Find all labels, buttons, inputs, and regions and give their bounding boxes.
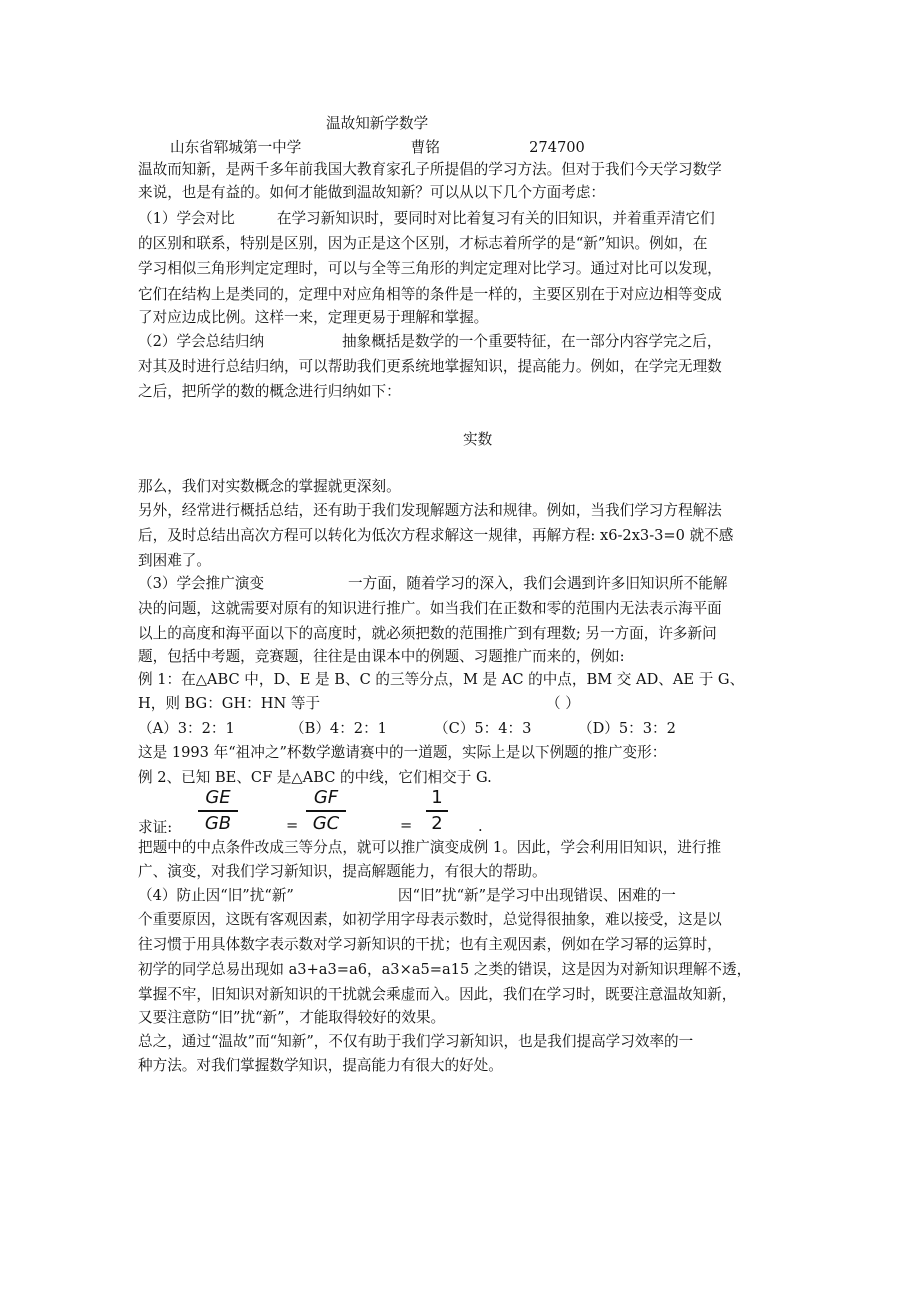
equals-sign: = [286, 817, 299, 834]
section-4-line: 初学的同学总易出现如 a3+a3=a6，a3×a5=a15 之类的错误，这是因为对新知识理解不透， [138, 961, 752, 978]
section-1-line: 了对应边成比例。这样一来，定理更易于理解和掌握。 [138, 309, 489, 326]
section-1-line: 它们在结构上是类同的，定理中对应角相等的条件是一样的，主要区别在于对应边相等变成 [138, 286, 722, 303]
intro-line: 温故而知新，是两千多年前我国大教育家孔子所提倡的学习方法。但对于我们今天学习数学 [138, 161, 722, 178]
option-a: （A）3：2：1 [138, 720, 235, 737]
conclusion-line: 种方法。对我们掌握数学知识，提高能力有很大的好处。 [138, 1057, 503, 1074]
period: . [478, 818, 483, 835]
byline-school: 山东省郓城第一中学 [170, 139, 302, 156]
section-2-heading: （2）学会总结归纳 [138, 333, 265, 350]
equals-sign: = [400, 817, 413, 834]
section-2-line: 对其及时进行总结归纳，可以帮助我们更系统地掌握知识，提高能力。例如，在学完无理数 [138, 358, 722, 375]
section-3-heading: （3）学会推广演变 [138, 575, 265, 592]
section-4-line: 又要注意防“旧”扰“新”，才能取得较好的效果。 [138, 1009, 446, 1026]
section-4-line: 个重要原因，这既有客观因素，如初学用字母表示数时，总觉得很抽象，难以接受，这是以 [138, 911, 722, 928]
answer-paren: （ ） [546, 695, 580, 712]
body-line: 另外，经常进行概括总结，还有助于我们发现解题方法和规律。例如，当我们学习方程解法 [138, 502, 722, 519]
fraction-bar [198, 810, 238, 812]
fraction-ge-gb: GE GB [198, 787, 238, 835]
conclusion-line: 总之，通过“温故”而“知新”，不仅有助于我们学习新知识，也是我们提高学习效率的一 [138, 1033, 694, 1050]
section-1-line: 的区别和联系，特别是区别，因为正是这个区别，才标志着所学的是“新”知识。例如，在 [138, 235, 708, 252]
page-title: 温故知新学数学 [326, 115, 429, 132]
body-line: 把题中的中点条件改成三等分点，就可以推广演变成例 1。因此，学会利用旧知识，进行推 [138, 839, 722, 856]
section-2-line: （2）学会总结归纳 抽象概括是数学的一个重要特征，在一部分内容学完之后， [138, 333, 722, 350]
body-line: 那么，我们对实数概念的掌握就更深刻。 [138, 478, 401, 495]
option-d: （D）5：3：2 [578, 720, 676, 737]
fraction-bar [426, 810, 448, 812]
example-2-line: 例 2、已知 BE、CF 是△ABC 的中线，它们相交于 G. [138, 769, 492, 786]
center-label: 实数 [463, 431, 493, 448]
section-3-line: 以上的高度和海平面以下的高度时，就必须把数的范围推广到有理数; 另一方面，许多新问 [138, 625, 717, 642]
body-line: 到困难了。 [138, 552, 211, 569]
byline-author: 曹铭 [410, 139, 440, 156]
example-1-line: 例 1：在△ABC 中，D、E 是 B、C 的三等分点，M 是 AC 的中点，BM 交 AD、AE 于 G、 [138, 671, 745, 688]
byline-zip: 274700 [529, 139, 585, 156]
section-4-heading: （4）防止因“旧”扰“新” [138, 887, 294, 904]
section-1-heading: （1）学会对比 [138, 210, 235, 227]
fraction-bar [306, 810, 346, 812]
section-3-line: （3）学会推广演变 一方面，随着学习的深入，我们会遇到许多旧知识所不能解 [138, 575, 728, 592]
section-3-line: 题，包括中考题，竞赛题，往往是由课本中的例题、习题推广而来的，例如: [138, 648, 625, 665]
fraction-gf-gc: GF GC [306, 787, 346, 835]
example-1-line: H，则 BG：GH：HN 等于 [138, 695, 321, 712]
fraction-one-half: 1 2 [426, 787, 448, 835]
option-c: （C）5：4：3 [434, 720, 532, 737]
section-2-line: 之后，把所学的数的概念进行归纳如下： [138, 383, 401, 400]
option-b: （B）4：2：1 [290, 720, 387, 737]
section-4-line: （4）防止因“旧”扰“新” 因“旧”扰“新”是学习中出现错误、困难的一 [138, 887, 676, 904]
body-line: 广、演变，对我们学习新知识，提高解题能力，有很大的帮助。 [138, 863, 547, 880]
prove-label: 求证: [138, 819, 173, 836]
body-line: 后，及时总结出高次方程可以转化为低次方程求解这一规律，再解方程: x6-2x3-3=0 就不感 [138, 527, 734, 544]
section-1-line: 学习相似三角形判定定理时，可以与全等三角形的判定定理对比学习。通过对比可以发现， [138, 260, 722, 277]
section-4-line: 掌握不牢，旧知识对新知识的干扰就会乘虚而入。因此，我们在学习时，既要注意温故知新， [138, 986, 737, 1003]
example-1-note: 这是 1993 年“祖冲之”杯数学邀请赛中的一道题，实际上是以下例题的推广变形： [138, 744, 667, 761]
byline [170, 138, 585, 158]
section-3-line: 决的问题，这就需要对原有的知识进行推广。如当我们在正数和零的范围内无法表示海平面 [138, 600, 722, 617]
section-1-line: （1）学会对比 在学习新知识时，要同时对比着复习有关的旧知识，并着重弄清它们 [138, 210, 715, 227]
section-4-line: 往习惯于用具体数字表示数对学习新知识的干扰；也有主观因素，例如在学习幂的运算时， [138, 936, 722, 953]
intro-line: 来说，也是有益的。如何才能做到温故知新？可以从以下几个方面考虑： [138, 184, 606, 201]
